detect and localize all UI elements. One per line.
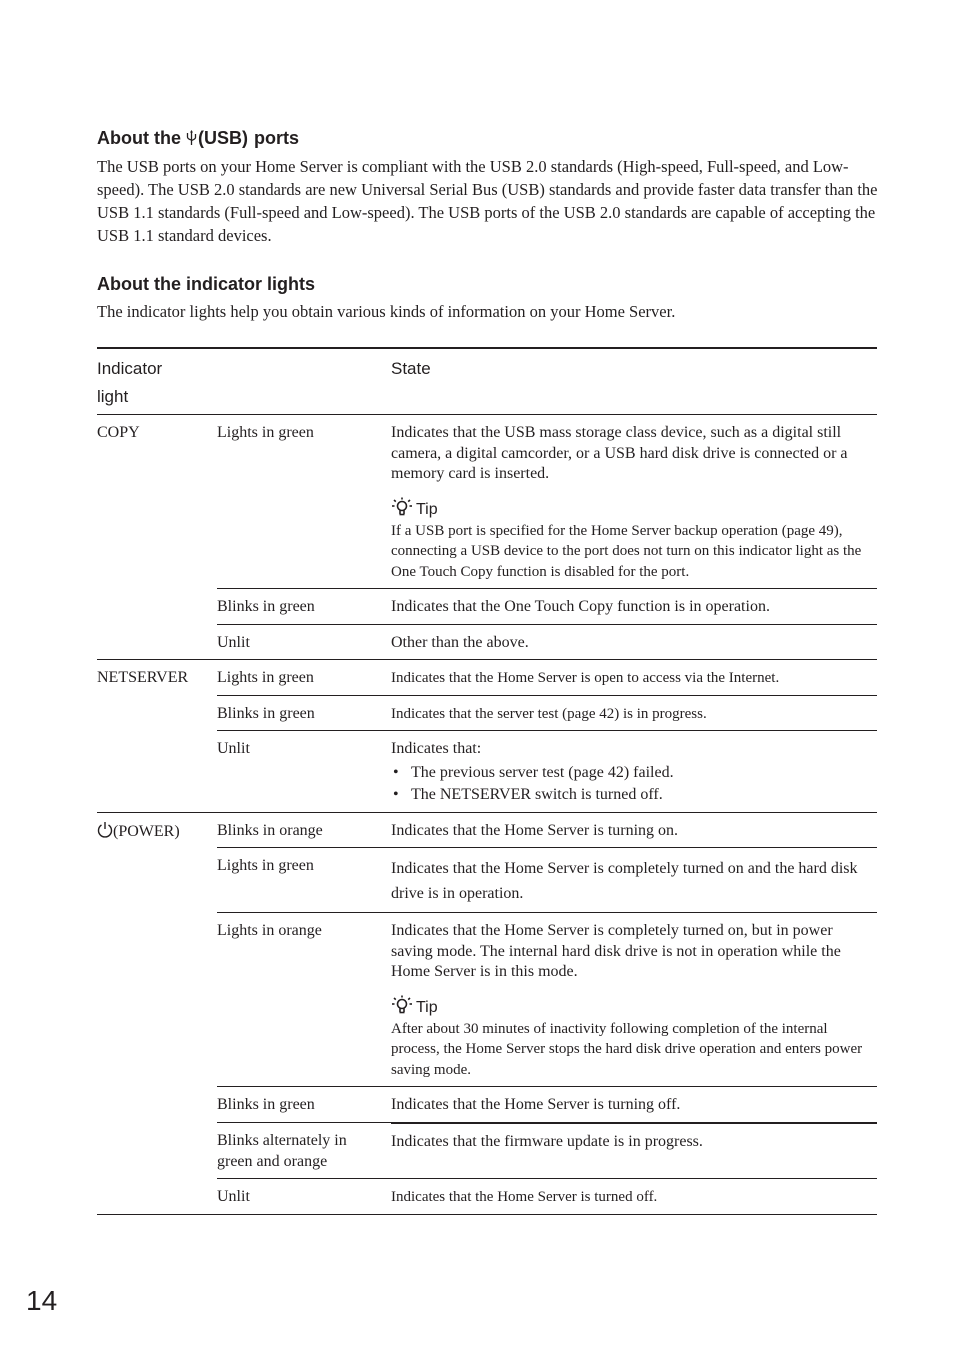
table-header-row <box>97 348 877 415</box>
table-row <box>97 660 877 696</box>
indicator-lights-heading: About the indicator lights <box>97 274 315 294</box>
usb-ports-heading: About the (USB) ports <box>97 128 299 148</box>
state-cell: Indicates that the Home Server is turned off. <box>391 1179 877 1215</box>
state-cell: Indicates that: • The previous server test (page 42) failed. • The NETSERVER switch is turned off. <box>391 731 877 813</box>
power-icon <box>97 821 113 845</box>
table-row <box>97 415 877 589</box>
state-cell: Indicates that the firmware update is in progress. <box>391 1123 877 1179</box>
list-item: • The previous server test (page 42) failed. <box>391 762 877 784</box>
state-cell: Indicates that the Home Server is turning on. <box>391 812 877 848</box>
header-blank <box>217 348 391 415</box>
state-cell: Indicates that the One Touch Copy function is in operation. <box>391 589 877 625</box>
condition-cell: Unlit <box>217 731 391 813</box>
condition-cell: Blinks in green <box>217 1087 391 1123</box>
table-row <box>97 812 877 848</box>
condition-cell: Blinks in green <box>217 695 391 731</box>
indicator-netserver: NETSERVER <box>97 660 217 813</box>
state-cell: Indicates that the Home Server is turning off. <box>391 1087 877 1123</box>
header-indicator-light: Indicator light <box>97 348 217 415</box>
condition-cell: Unlit <box>217 624 391 660</box>
state-cell: Indicates that the Home Server is completely turned on and the hard disk drive is in operation. <box>391 848 877 913</box>
indicator-copy: COPY <box>97 424 140 441</box>
condition-cell: Lights in orange <box>217 913 391 1087</box>
state-cell: Indicates that the Home Server is completely turned on, but in power saving mode. The internal hard disk drive is not in operation while the Home Server is in this mode. Tip After about 30 minutes of inactivity following completion of the internal process, the Home Server stops the hard disk drive operation and enters power saving mode. <box>391 913 877 1087</box>
tip-lightbulb-icon <box>391 999 416 1016</box>
tip-text: After about 30 minutes of inactivity following completion of the internal process, the Home Server stops the hard disk drive operation and enters power saving mode. <box>391 1020 863 1078</box>
indicator-power: (POWER) <box>97 812 217 1214</box>
condition-cell: Blinks alternately in green and orange <box>217 1123 391 1179</box>
list-item: • The NETSERVER switch is turned off. <box>391 784 877 806</box>
state-cell: Other than the above. <box>391 624 877 660</box>
condition-cell: Unlit <box>217 1179 391 1215</box>
condition-cell: Lights in green <box>217 424 314 441</box>
page-number: 14 <box>26 1285 58 1316</box>
tip-heading: Tip <box>391 497 877 521</box>
tip-lightbulb-icon <box>391 501 416 518</box>
indicator-lights-paragraph: The indicator lights help you obtain various kinds of information on your Home Server. <box>97 302 676 321</box>
indicator-table <box>97 347 877 1215</box>
state-cell: Indicates that the server test (page 42) is in progress. <box>391 695 877 731</box>
state-cell: Indicates that the USB mass storage class device, such as a digital still camera, a digital camcorder, or a USB hard disk drive is connected or a memory card is inserted. Tip If a USB port is specified for the Home Server backup operation (page 49), connecting a USB device to the port does not turn on this indicator light as the One Touch Copy function is disabled for the port. <box>391 415 877 589</box>
usb-icon <box>186 128 197 150</box>
condition-cell: Lights in green <box>217 848 391 913</box>
condition-cell: Blinks in green <box>217 589 391 625</box>
state-cell: Indicates that the Home Server is open to access via the Internet. <box>391 660 877 696</box>
usb-ports-paragraph: The USB ports on your Home Server is compliant with the USB 2.0 standards (High-speed, Full-speed, and Low-speed). The USB 2.0 standards are new Universal Serial Bus (USB) standards and provide faster data transfer than the USB 1.1 standards (Full-speed and Low-speed). The USB ports of the USB 2.0 standards are capable of accepting the USB 1.1 standard devices. <box>97 157 878 245</box>
tip-heading: Tip <box>391 995 877 1019</box>
bullet-list <box>391 762 877 806</box>
header-state: State <box>391 348 877 415</box>
tip-text: If a USB port is specified for the Home Server backup operation (page 49), connecting a USB device to the port does not turn on this indicator light as the One Touch Copy function is disabled for the port. <box>391 522 862 580</box>
condition-cell: Lights in green <box>217 660 391 696</box>
condition-cell: Blinks in orange <box>217 812 391 848</box>
